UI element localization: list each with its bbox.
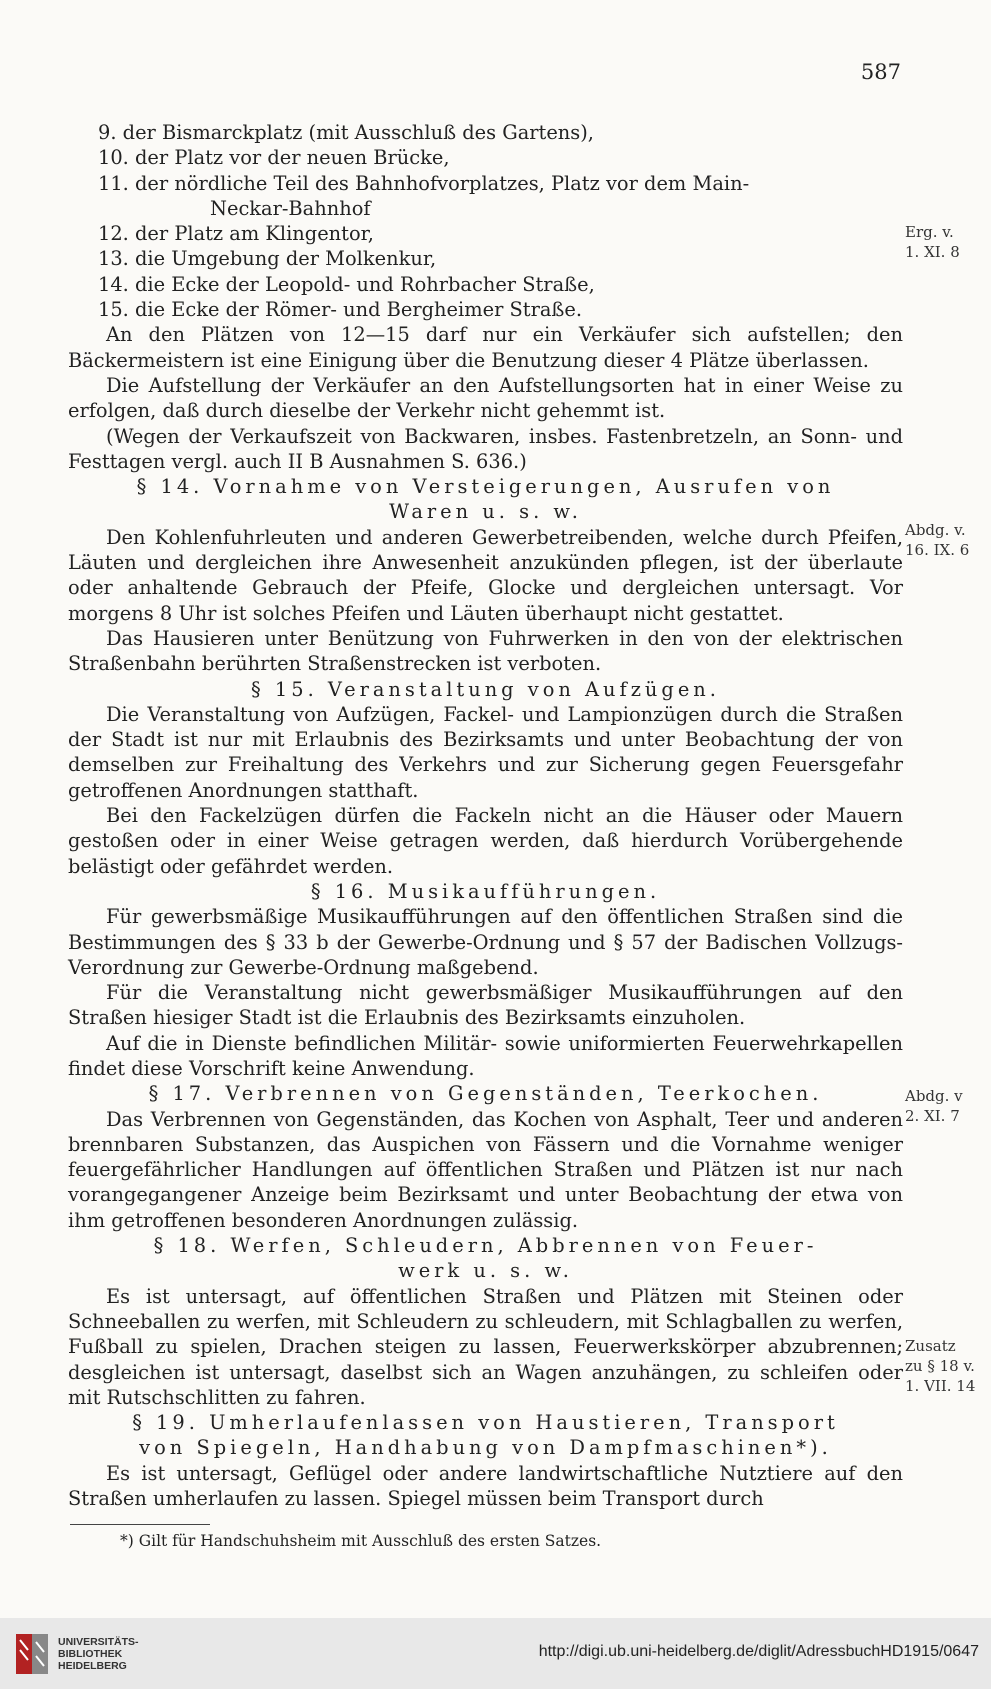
section-heading: § 15. Veranstaltung von Aufzügen. [251, 677, 720, 701]
list-item: 15. die Ecke der Römer- und Bergheimer Straße. [98, 298, 583, 322]
margin-note-line: 1. XI. 8 [905, 243, 960, 261]
margin-note-line: 16. IX. 6 [905, 541, 970, 559]
paragraph: Das Hausieren unter Benützung von Fuhrwerken in den von der elektrischen Straßenbahn berührten Straßenstrecken ist verboten. [68, 626, 903, 676]
paragraph: Für gewerbsmäßige Musikaufführungen auf den öffentlichen Straßen sind die Bestimmungen des § 33 b der Gewerbe-Ordnung und § 57 der Badischen Vollzugs-Verordnung zur Gewerbe-Ordnung maßgebend. [68, 905, 903, 979]
permalink-url[interactable]: http://digi.ub.uni-heidelberg.de/diglit/AdressbuchHD1915/0647 [538, 1643, 979, 1660]
paragraph: Den Kohlenfuhrleuten und anderen Gewerbetreibenden, welche durch Pfeifen, Läuten und dergleichen ihre Anwesenheit anzukünden pflegen, ist der überlaute oder anhaltende Gebrauch der Pfeife, Glocke und dergleichen untersagt. Vor morgens 8 Uhr ist solches Pfeifen und Läuten überhaupt nicht gestattet. [68, 525, 903, 625]
margin-note-line: zu § 18 v. [905, 1357, 975, 1375]
list-item: 10. der Platz vor der neuen Brücke, [98, 146, 450, 170]
margin-note [905, 222, 985, 262]
list-item: 9. der Bismarckplatz (mit Ausschluß des Gartens), [98, 121, 594, 144]
footnote-rule [70, 1524, 210, 1525]
section-heading: § 17. Verbrennen von Gegenständen, Teerkochen. [148, 1082, 823, 1106]
library-line: UNIVERSITÄTS- [58, 1636, 139, 1648]
footnote: *) Gilt für Handschuhsheim mit Ausschluß des ersten Satzes. [120, 1532, 602, 1550]
list-item: 11. der nördliche Teil des Bahnhofvorplatzes, Platz vor dem Main- [98, 171, 750, 195]
margin-note-line: Abdg. v. [905, 521, 966, 539]
paragraph: Die Veranstaltung von Aufzügen, Fackel- und Lampionzügen durch die Straßen der Stadt ist nur mit Erlaubnis des Bezirksamts und unter Beobachtung der von demselben zur Freihaltung des Verkehrs und zur Sicherung gegen Feuersgefahr getroffenen Anordnungen statthaft. [68, 702, 903, 802]
margin-note-line: 1. VII. 14 [905, 1377, 976, 1395]
paragraph: Es ist untersagt, auf öffentlichen Straßen und Plätzen mit Steinen oder Schneeballen zu werfen, mit Schleudern zu schleudern, mit Schlagballen zu werfen, Fußball zu spielen, Drachen steigen zu lassen, Feuerwerkskörper abzubrennen; desgleichen ist untersagt, daselbst sich an Wagen anzuhängen, zu schleifen oder mit Rutschschlitten zu fahren. [68, 1284, 903, 1409]
margin-note-line: Abdg. v [905, 1087, 963, 1105]
viewer-footer [0, 1618, 991, 1689]
margin-note [905, 1336, 985, 1396]
margin-note-line: Erg. v. [905, 223, 954, 241]
list-item: 14. die Ecke der Leopold- und Rohrbacher Straße, [98, 272, 595, 296]
paragraph: Auf die in Dienste befindlichen Militär- sowie uniformierten Feuerwehrkapellen findet diese Vorschrift keine Anwendung. [68, 1031, 903, 1080]
list-item: 13. die Umgebung der Molkenkur, [98, 247, 437, 271]
margin-note [905, 1086, 985, 1126]
margin-note-line: 2. XI. 7 [905, 1107, 960, 1125]
margin-note [905, 520, 985, 560]
margin-note-line: Zusatz [905, 1337, 956, 1355]
paragraph: Die Aufstellung der Verkäufer an den Aufstellungsorten hat in einer Weise zu erfolgen, daß durch dieselbe der Verkehr nicht gehemmt ist. [68, 373, 903, 423]
library-line: HEIDELBERG [58, 1660, 127, 1672]
section-heading-cont: werk u. s. w. [398, 1259, 573, 1283]
section-heading: § 14. Vornahme von Versteigerungen, Ausrufen von [136, 475, 835, 499]
list-item-continuation: Neckar-Bahnhof [210, 196, 371, 220]
section-heading: § 16. Musikaufführungen. [310, 879, 661, 903]
library-name [58, 1636, 139, 1672]
paragraph: (Wegen der Verkaufszeit von Backwaren, insbes. Fastenbretzeln, an Sonn- und Festtagen vergl. auch II B Ausnahmen S. 636.) [68, 424, 903, 473]
university-logo-icon [12, 1630, 52, 1678]
paragraph: Das Verbrennen von Gegenständen, das Kochen von Asphalt, Teer und anderen brennbaren Substanzen, das Auspichen von Fässern und die Vornahme weniger feuergefährlicher Handlungen auf öffentlichen Straßen und Plätzen ist nur nach vorangegangener Anzeige beim Bezirksamt und unter Beobachtung der etwa von ihm getroffenen besonderen Anordnungen zulässig. [68, 1107, 903, 1232]
paragraph: Bei den Fackelzügen dürfen die Fackeln nicht an die Häuser oder Mauern gestoßen oder in einer Weise getragen werden, daß hierdurch Vorübergehende belästigt oder gefährdet werden. [68, 804, 903, 878]
section-heading: § 19. Umherlaufenlassen von Haustieren, Transport [132, 1411, 839, 1435]
section-heading-cont: Waren u. s. w. [389, 500, 582, 524]
paragraph: Für die Veranstaltung nicht gewerbsmäßiger Musikaufführungen auf den Straßen hiesiger Stadt ist die Erlaubnis des Bezirksamts einzuholen. [68, 981, 903, 1030]
list-item: 12. der Platz am Klingentor, [98, 222, 374, 246]
section-heading: § 18. Werfen, Schleudern, Abbrennen von Feuer- [153, 1234, 818, 1258]
list-block [68, 120, 903, 1511]
paragraph: Es ist untersagt, Geflügel oder andere landwirtschaftliche Nutztiere auf den Straßen umherlaufen zu lassen. Spiegel müssen beim Transport durch [68, 1461, 903, 1511]
page-number: 587 [860, 60, 901, 84]
library-line: BIBLIOTHEK [58, 1648, 123, 1660]
paragraph: An den Plätzen von 12—15 darf nur ein Verkäufer sich aufstellen; den Bäckermeistern ist eine Einigung über die Benutzung dieser 4 Plätze überlassen. [68, 323, 903, 372]
section-heading-cont: von Spiegeln, Handhabung von Dampfmaschinen*). [139, 1436, 832, 1460]
